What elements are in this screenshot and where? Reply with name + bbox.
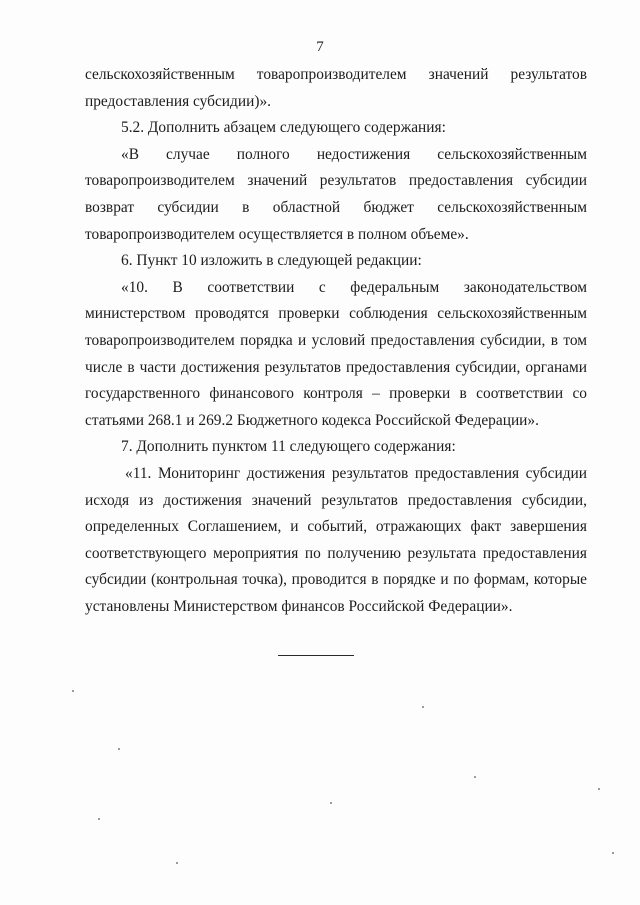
closing-divider-line xyxy=(278,655,354,656)
scan-speck xyxy=(612,852,614,854)
scan-speck xyxy=(176,862,178,864)
scan-speck xyxy=(72,690,74,692)
paragraph-6-heading: 6. Пункт 10 изложить в следующей редакции: xyxy=(121,252,422,270)
paragraph-5-2-heading: 5.2. Дополнить абзацем следующего содержания: xyxy=(121,119,446,137)
document-body xyxy=(85,62,587,620)
paragraph-10-quote: «10. В соответствии с федеральным законодательством министерством проводятся проверки соблюдения сельскохозяйственным товаропроизводителем порядка и условий предоставления субсидии, в том числе в части достижения результатов предоставления субсидии, органами государственного финансового контроля – проверки в соответствии со статьями 268.1 и 269.2 Бюджетного кодекса Российской Федерации». xyxy=(85,278,587,429)
scan-speck xyxy=(98,818,100,820)
scan-speck xyxy=(330,802,332,804)
paragraph-continuation: сельскохозяйственным товаропроизводителем значений результатов предоставления субсидии)». xyxy=(85,66,587,110)
page-number: 7 xyxy=(316,39,324,55)
paragraph-5-2-quote: «В случае полного недостижения сельскохозяйственным товаропроизводителем значений результатов предоставления субсидии возврат субсидии в областной бюджет сельскохозяйственным товаропроизводителем осуществляется в полном объеме». xyxy=(85,145,587,243)
scan-speck xyxy=(422,706,424,708)
scan-speck xyxy=(474,776,476,778)
paragraph-11-quote: «11. Мониторинг достижения результатов предоставления субсидии исходя из достижения значений результатов предоставления субсидии, определенных Соглашением, и событий, отражающих факт завершения соответствующего мероприятия по получению результата предоставления субсидии (контрольная точка), проводится в порядке и по формам, которые установлены Министерством финансов Российской Федерации». xyxy=(85,464,587,615)
scan-speck xyxy=(118,748,120,750)
scan-speck xyxy=(598,788,600,790)
paragraph-7-heading: 7. Дополнить пунктом 11 следующего содержания: xyxy=(121,438,456,456)
